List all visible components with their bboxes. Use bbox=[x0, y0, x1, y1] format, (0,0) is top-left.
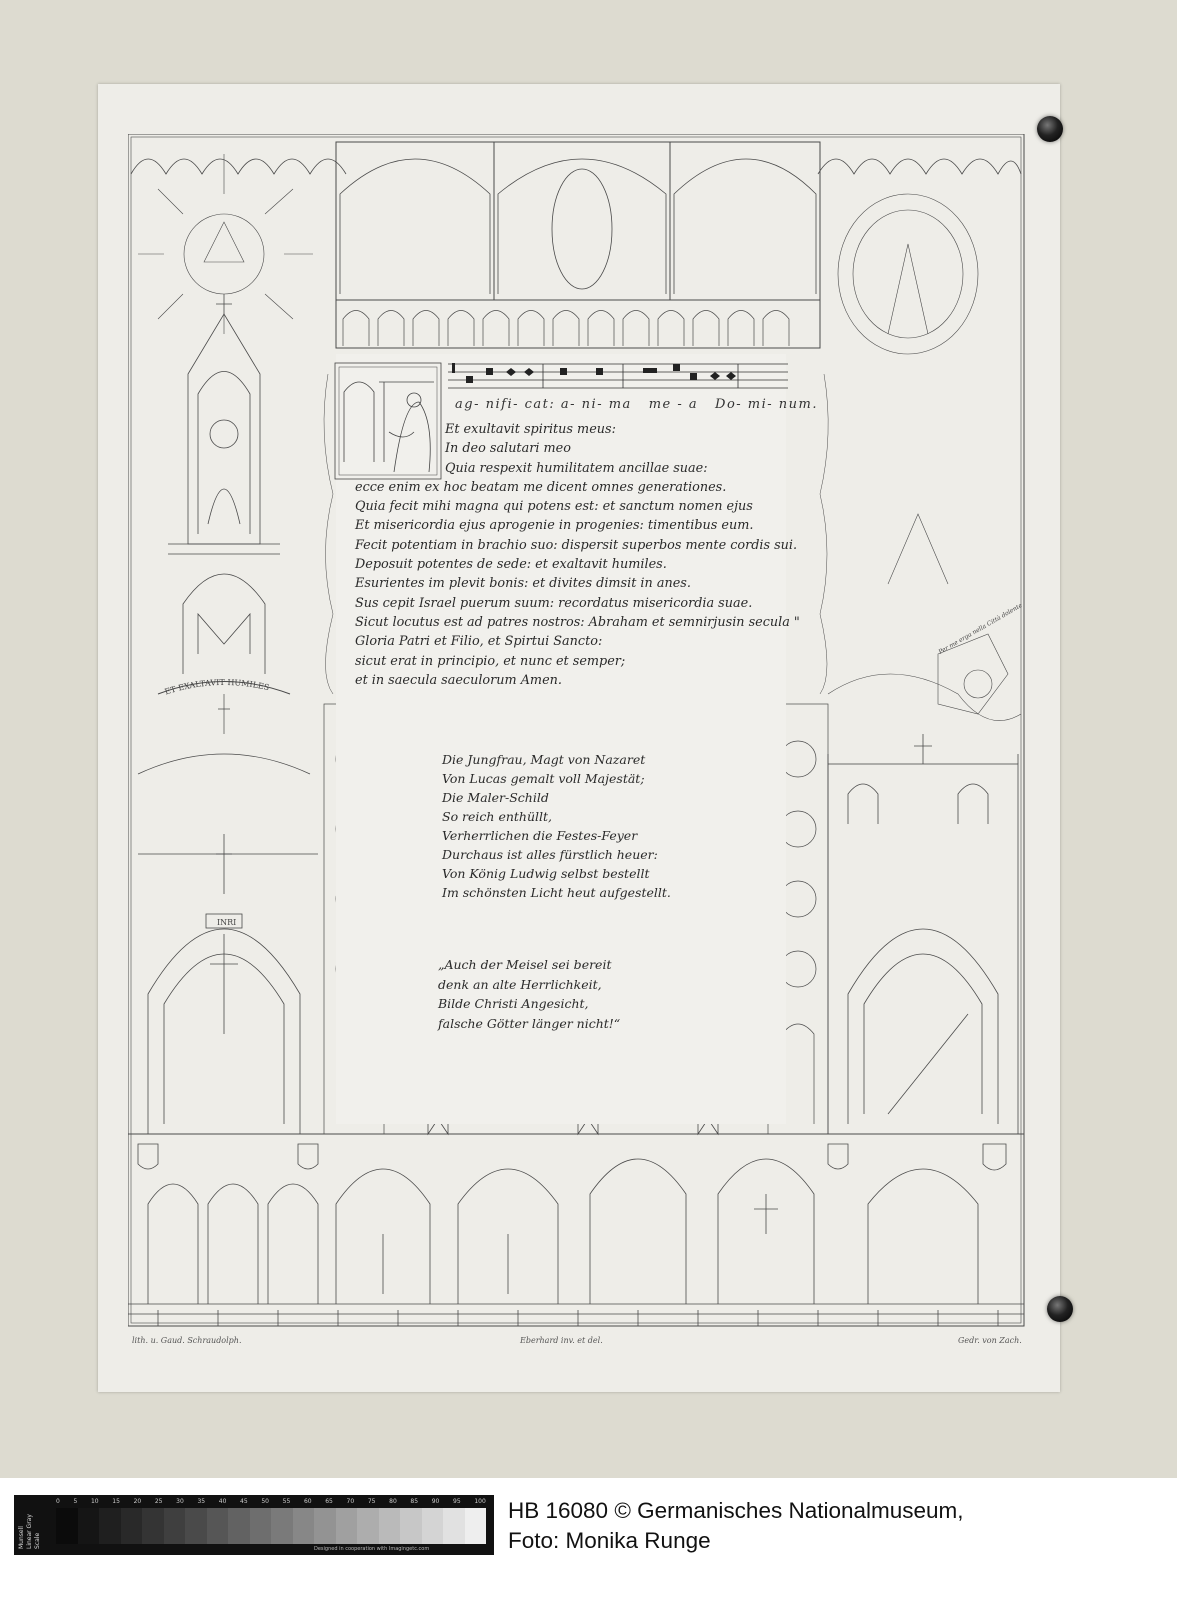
latin-line: Quia respexit humilitatem ancillae suae: bbox=[445, 460, 708, 476]
gray-patch bbox=[400, 1508, 422, 1544]
latin-line: et in saecula saeculorum Amen. bbox=[355, 672, 562, 688]
gray-patch bbox=[336, 1508, 358, 1544]
german-line: Von König Ludwig selbst bestellt bbox=[442, 866, 650, 881]
scale-tick-label: 20 bbox=[133, 1498, 142, 1505]
scale-tick-label: 40 bbox=[218, 1498, 227, 1505]
scale-tick-label: 0 bbox=[56, 1498, 60, 1505]
scale-tick-label: 50 bbox=[261, 1498, 269, 1505]
gray-patches bbox=[56, 1508, 486, 1544]
german-dedication-poem bbox=[442, 750, 762, 902]
scale-tick-label: 15 bbox=[112, 1498, 120, 1505]
gray-patch bbox=[379, 1508, 401, 1544]
scale-tick-label: 85 bbox=[410, 1498, 419, 1505]
latin-line: Sus cepit Israel puerum suum: recordatus misericordia suae. bbox=[355, 595, 753, 611]
gray-patch bbox=[121, 1508, 143, 1544]
magnificat-latin-text bbox=[355, 420, 815, 690]
verse-line: falsche Götter länger nicht!“ bbox=[438, 1015, 621, 1031]
caption-line-2: Foto: Monika Runge bbox=[508, 1528, 711, 1553]
left-glory bbox=[138, 154, 313, 334]
left-crucifixion-arch bbox=[148, 834, 300, 1134]
latin-line: Esurientes im plevit bonis: et divites dimsit in anes. bbox=[355, 576, 691, 592]
gray-patch bbox=[357, 1508, 379, 1544]
german-line: Durchaus ist alles fürstlich heuer: bbox=[442, 847, 658, 862]
scale-brand bbox=[18, 1501, 48, 1549]
gray-patch bbox=[422, 1508, 444, 1544]
chant-syllables: ag- nifi- cat: a- ni- ma me - a Do- mi- num. bbox=[455, 397, 819, 412]
gray-patch bbox=[164, 1508, 186, 1544]
gray-patch bbox=[314, 1508, 336, 1544]
german-verse-quote bbox=[438, 955, 758, 1033]
gray-patch bbox=[56, 1508, 78, 1544]
german-line: So reich enthüllt, bbox=[442, 809, 553, 824]
scale-tick-label: 30 bbox=[176, 1498, 184, 1505]
credit-printer: Gedr. von Zach. bbox=[958, 1336, 1022, 1345]
scale-tick-label: 70 bbox=[346, 1498, 355, 1505]
left-monogram-arch bbox=[158, 574, 290, 694]
scale-tick-label: 95 bbox=[453, 1498, 461, 1505]
verse-line: „Auch der Meisel sei bereit bbox=[438, 957, 612, 972]
caption-line-1: HB 16080 © Germanisches Nationalmuseum, bbox=[508, 1498, 964, 1523]
scale-tick-label: 100 bbox=[474, 1498, 486, 1505]
latin-line: Gloria Patri et Filio, et Spirtui Sancto: bbox=[355, 634, 603, 650]
german-line: Im schönsten Licht heut aufgestellt. bbox=[442, 885, 671, 900]
mounting-pin-bottom bbox=[1047, 1296, 1073, 1322]
latin-line: In deo salutari meo bbox=[445, 441, 571, 457]
mounting-pin-top bbox=[1037, 116, 1063, 142]
gray-patch bbox=[207, 1508, 229, 1544]
latin-line: Et misericordia ejus aprogenie in progenies: timentibus eum. bbox=[355, 518, 754, 534]
latin-line: Sicut locutus est ad patres nostros: Abraham et semnirjusin secula " bbox=[355, 614, 800, 630]
chant-staff bbox=[448, 362, 788, 392]
scale-footer: Designed in cooperation with Imagingetc.com bbox=[314, 1546, 430, 1552]
german-line: Verherrlichen die Festes-Feyer bbox=[442, 828, 638, 843]
top-arch-row bbox=[131, 159, 1021, 174]
latin-line: Fecit potentiam in brachio suo: dispersit superbos mente cordis sui. bbox=[355, 537, 798, 553]
credit-designer: Eberhard inv. et del. bbox=[520, 1336, 603, 1345]
latin-line: Et exultavit spiritus meus: bbox=[445, 422, 616, 437]
scale-tick-label: 25 bbox=[154, 1498, 163, 1505]
scale-tick-label: 55 bbox=[282, 1498, 291, 1505]
german-line: Die Maler-Schild bbox=[442, 790, 549, 805]
latin-line: Deposuit potentes de sede: et exaltavit humiles. bbox=[355, 557, 667, 573]
scale-tick-label: 75 bbox=[367, 1498, 376, 1505]
scale-tick-label: 90 bbox=[431, 1498, 440, 1505]
gray-scale-card bbox=[14, 1495, 494, 1555]
verse-line: denk an alte Herrlichkeit, bbox=[438, 976, 602, 992]
scale-brand-name: Munsell bbox=[18, 1526, 25, 1549]
scale-title: Linear Gray Scale bbox=[26, 1514, 41, 1549]
verse-line: Bilde Christi Angesicht, bbox=[438, 996, 589, 1011]
german-line: Von Lucas gemalt voll Majestät; bbox=[442, 771, 645, 786]
gray-patch bbox=[465, 1508, 487, 1544]
scale-ticks bbox=[56, 1498, 486, 1506]
gray-patch bbox=[185, 1508, 207, 1544]
gray-patch bbox=[228, 1508, 250, 1544]
hell-gate-inscription: Per me erga nella Città dolente bbox=[937, 602, 1024, 656]
scale-tick-label: 60 bbox=[303, 1498, 312, 1505]
gray-patch bbox=[443, 1508, 465, 1544]
right-chapel bbox=[828, 734, 1018, 1134]
latin-line: sicut erat in principio, et nunc et semper; bbox=[355, 653, 626, 669]
inri-plaque: INRI bbox=[217, 918, 237, 927]
credit-lithographer: lith. u. Gaud. Schraudolph. bbox=[132, 1336, 242, 1345]
gray-patch bbox=[271, 1508, 293, 1544]
german-line: Die Jungfrau, Magt von Nazaret bbox=[442, 752, 646, 767]
gray-patch bbox=[78, 1508, 100, 1544]
scale-tick-label: 10 bbox=[90, 1498, 99, 1505]
gray-patch bbox=[99, 1508, 121, 1544]
gray-patch bbox=[293, 1508, 315, 1544]
latin-line: Quia fecit mihi magna qui potens est: et sanctum nomen ejus bbox=[355, 499, 753, 515]
scale-tick-label: 80 bbox=[389, 1498, 397, 1505]
scale-tick-label: 45 bbox=[240, 1498, 248, 1505]
bottom-niches bbox=[128, 1119, 1024, 1326]
scale-tick-label: 5 bbox=[73, 1498, 78, 1505]
gray-patch bbox=[142, 1508, 164, 1544]
latin-line: ecce enim ex hoc beatam me dicent omnes generationes. bbox=[355, 479, 727, 495]
photo-caption bbox=[508, 1496, 1148, 1556]
right-glory bbox=[838, 194, 978, 354]
scale-tick-label: 65 bbox=[325, 1498, 333, 1505]
scale-tick-label: 35 bbox=[197, 1498, 206, 1505]
gray-patch bbox=[250, 1508, 272, 1544]
banner-text: ET EXALTAVIT HUMILES bbox=[163, 677, 271, 697]
